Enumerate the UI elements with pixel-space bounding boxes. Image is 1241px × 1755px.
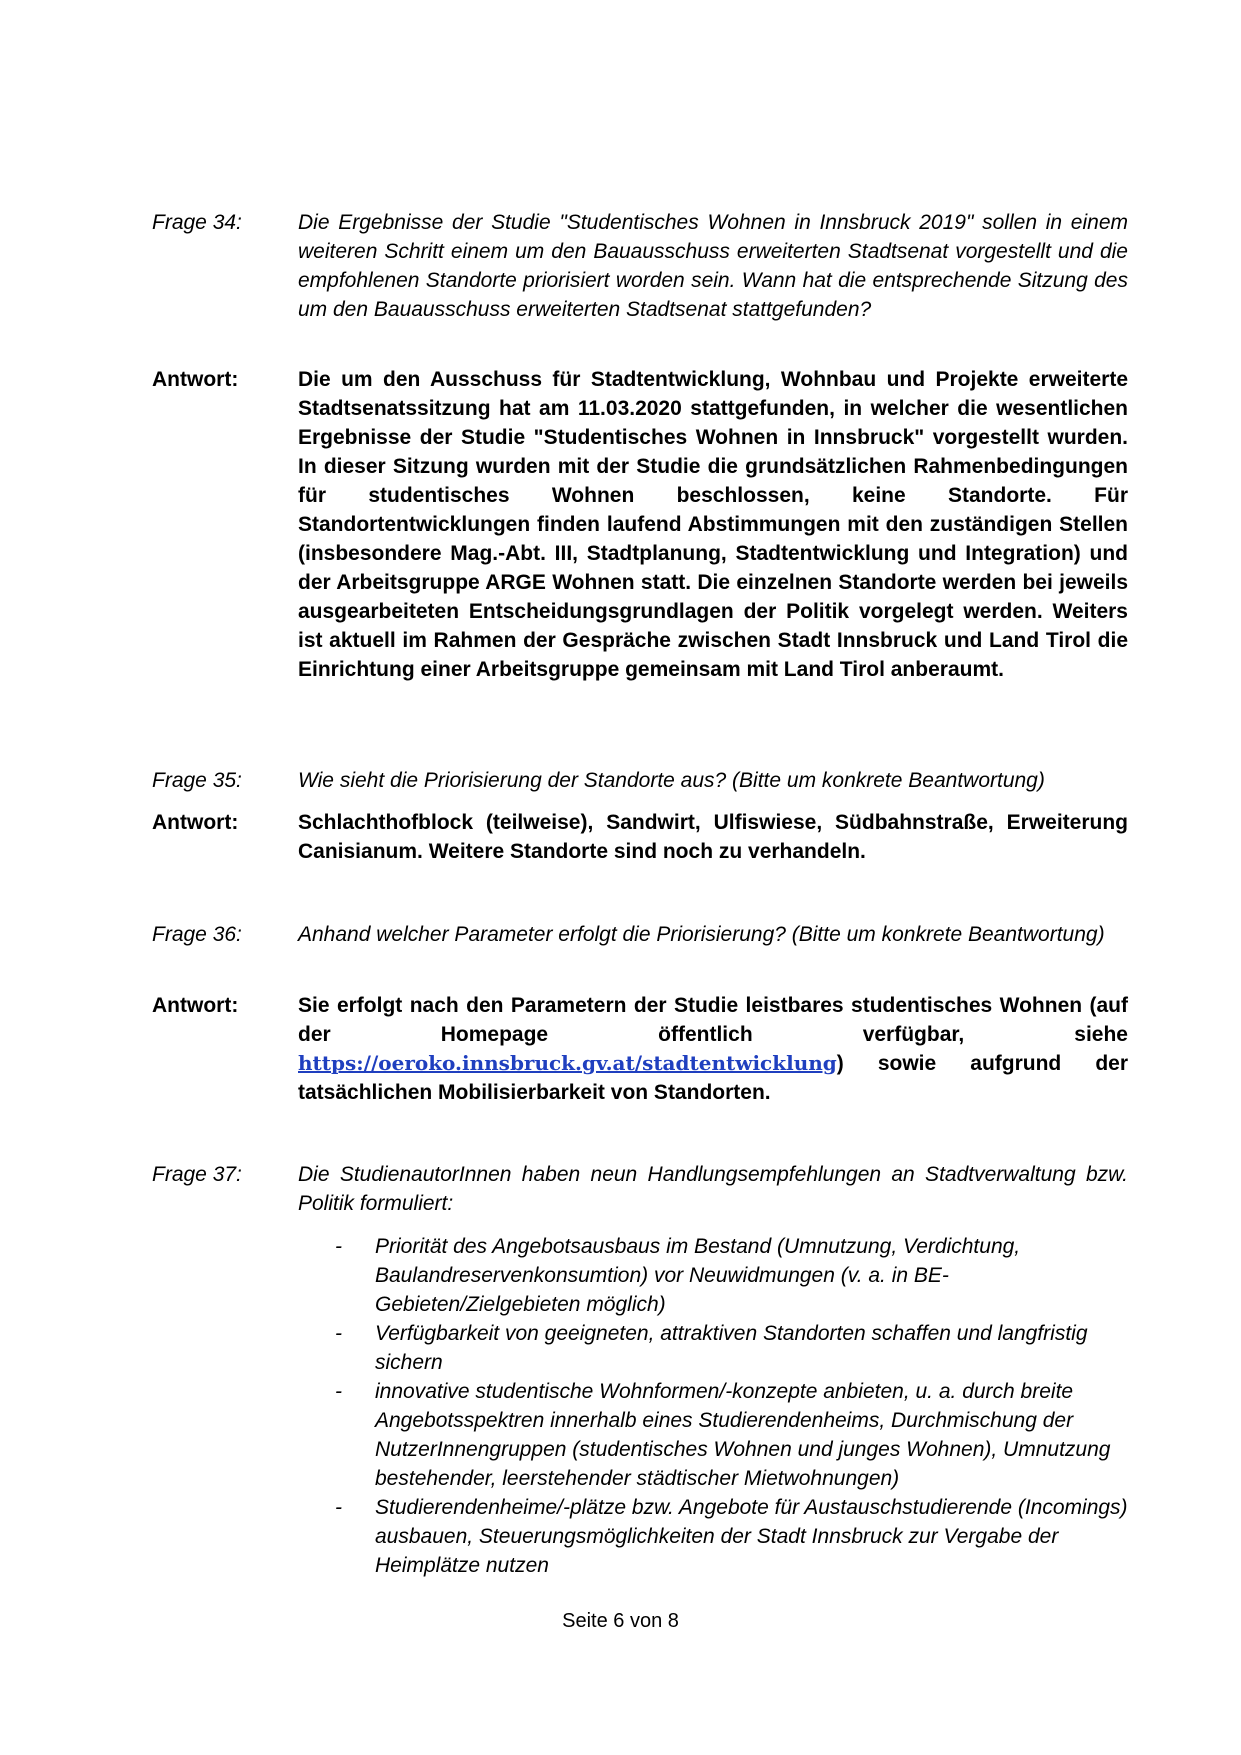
answer-text: Schlachthofblock (teilweise), Sandwirt, Ulfiswiese, Südbahnstraße, Erweiterung Canisianum. Weitere Standorte sind noch zu verhandeln. [298, 811, 1128, 863]
answer-label: Antwort: [152, 994, 239, 1017]
dash-bullet: - [335, 1496, 342, 1519]
list-item [335, 1319, 1135, 1377]
question-34 [152, 208, 1132, 324]
stadtentwicklung-link[interactable]: https://oeroko.innsbruck.gv.at/stadtentwicklung [298, 1051, 837, 1075]
recommendation-list [335, 1232, 1135, 1580]
list-item [335, 1377, 1135, 1493]
answer-36 [152, 991, 1132, 1107]
answer-text-before: Sie erfolgt nach den Parametern der Studie leistbares studentisches Wohnen (auf der Homepage öffentlich verfügbar, siehe [298, 994, 1128, 1046]
question-label: Frage 34: [152, 211, 242, 234]
list-item-text: Priorität des Angebotsausbaus im Bestand (Umnutzung, Verdichtung, Baulandreservenkonsumtion) vor Neuwidmungen (v. a. in BE-Gebieten/Zielgebieten möglich) [375, 1235, 1021, 1316]
question-text: Die Ergebnisse der Studie "Studentisches Wohnen in Innsbruck 2019" sollen in einem weiteren Schritt einem um den Bauausschuss erweiterten Stadtsenat vorgestellt und die empfohlenen Standorte priorisiert worden sein. Wann hat die entsprechende Sitzung des um den Bauausschuss erweiterten Stadtsenat stattgefunden? [298, 211, 1128, 321]
question-text: Die StudienautorInnen haben neun Handlungsempfehlungen an Stadtverwaltung bzw. Politik formuliert: [298, 1163, 1128, 1215]
answer-label: Antwort: [152, 811, 239, 834]
list-item-text: Studierendenheime/-plätze bzw. Angebote für Austauschstudierende (Incomings) ausbauen, Steuerungsmöglichkeiten der Stadt Innsbruck zur Vergabe der Heimplätze nutzen [375, 1496, 1128, 1577]
list-item [335, 1493, 1135, 1580]
dash-bullet: - [335, 1380, 342, 1403]
list-item [335, 1232, 1135, 1319]
dash-bullet: - [335, 1235, 342, 1258]
list-item-text: innovative studentische Wohnformen/-konzepte anbieten, u. a. durch breite Angebotsspektren innerhalb eines Studierendenheims, Durchmischung der NutzerInnengruppen (studentisches Wohnen und junges Wohnen), Umnutzung bestehender, leerstehender städtischer Mietwohnungen) [375, 1380, 1111, 1490]
answer-text-after: ) sowie aufgrund der tatsächlichen Mobilisierbarkeit von Standorten. [298, 1052, 1128, 1104]
answer-34 [152, 365, 1132, 684]
list-item-text: Verfügbarkeit von geeigneten, attraktiven Standorten schaffen und langfristig sichern [375, 1322, 1088, 1374]
question-label: Frage 35: [152, 769, 242, 792]
dash-bullet: - [335, 1322, 342, 1345]
question-text: Wie sieht die Priorisierung der Standorte aus? (Bitte um konkrete Beantwortung) [298, 769, 1045, 792]
page-footer: Seite 6 von 8 [562, 1610, 679, 1632]
question-36 [152, 920, 1132, 949]
question-37 [152, 1160, 1132, 1218]
answer-35 [152, 808, 1132, 866]
question-35 [152, 766, 1132, 795]
answer-text [298, 991, 1128, 1107]
question-label: Frage 36: [152, 923, 242, 946]
question-label: Frage 37: [152, 1163, 242, 1186]
question-text: Anhand welcher Parameter erfolgt die Priorisierung? (Bitte um konkrete Beantwortung) [298, 923, 1105, 946]
answer-text: Die um den Ausschuss für Stadtentwicklung, Wohnbau und Projekte erweiterte Stadtsenatssitzung hat am 11.03.2020 stattgefunden, in welcher die wesentlichen Ergebnisse der Studie "Studentisches Wohnen in Innsbruck" vorgestellt wurden. In dieser Sitzung wurden mit der Studie die grundsätzlichen Rahmenbedingungen für studentisches Wohnen beschlossen, keine Standorte. Für Standortentwicklungen finden laufend Abstimmungen mit den zuständigen Stellen (insbesondere Mag.-Abt. III, Stadtplanung, Stadtentwicklung und Integration) und der Arbeitsgruppe ARGE Wohnen statt. Die einzelnen Standorte werden bei jeweils ausgearbeiteten Entscheidungsgrundlagen der Politik vorgelegt werden. Weiters ist aktuell im Rahmen der Gespräche zwischen Stadt Innsbruck und Land Tirol die Einrichtung einer Arbeitsgruppe gemeinsam mit Land Tirol anberaumt. [298, 368, 1128, 681]
answer-label: Antwort: [152, 368, 239, 391]
